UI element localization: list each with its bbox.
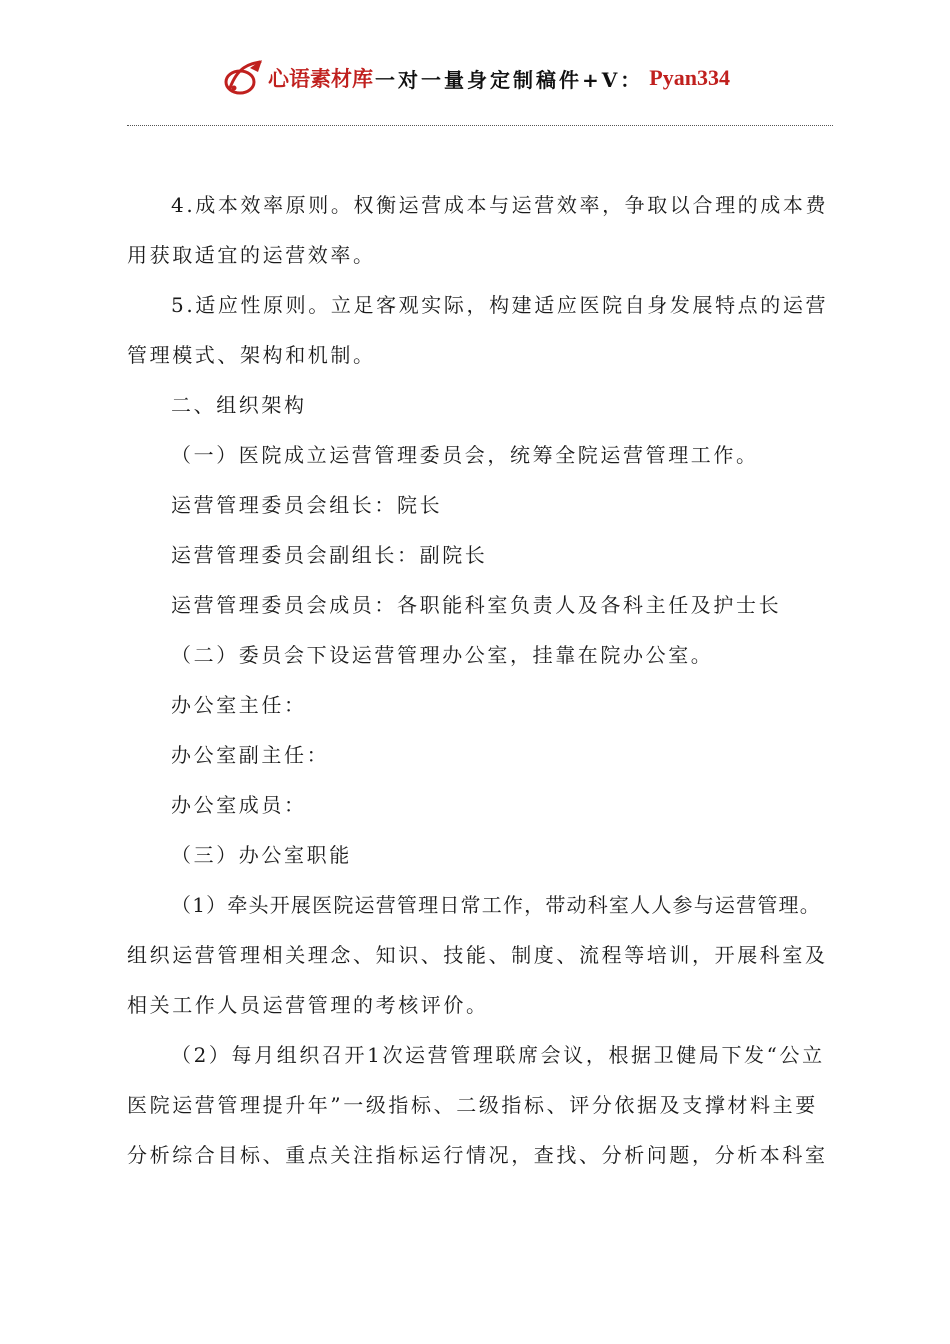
brand-logo-icon <box>220 58 266 98</box>
paragraph-line: （2）每月组织召开1次运营管理联席会议，根据卫健局下发“公立 <box>171 1043 825 1067</box>
header-inner <box>220 58 730 98</box>
paragraph-line: 分析综合目标、重点关注指标运行情况，查找、分析问题，分析本科室 <box>127 1143 828 1167</box>
paragraph-line: （一）医院成立运营管理委员会，统筹全院运营管理工作。 <box>171 443 759 467</box>
brand-name: 心语素材库 <box>268 66 374 91</box>
paragraph-line: 4.成本效率原则。权衡运营成本与运营效率，争取以合理的成本费 <box>171 193 829 217</box>
header-tagline: 一对一量身定制稿件+V： <box>375 67 644 92</box>
paragraph-line: 组织运营管理相关理念、知识、技能、制度、流程等培训，开展科室及 <box>127 943 828 967</box>
paragraph-line: 医院运营管理提升年”一级指标、二级指标、评分依据及支撑材料主要 <box>127 1093 818 1117</box>
paragraph-line: 管理模式、架构和机制。 <box>127 343 376 367</box>
paragraph-line: 办公室成员： <box>171 793 307 817</box>
paragraph-line: 用获取适宜的运营效率。 <box>127 243 376 267</box>
subsection-heading: （三）办公室职能 <box>171 843 352 867</box>
paragraph-line: （1）牵头开展医院运营管理日常工作，带动科室人人参与运营管理。 <box>171 893 821 917</box>
paragraph-line: 办公室主任： <box>171 693 307 717</box>
header-divider <box>127 125 833 126</box>
paragraph-line: 运营管理委员会组长：院长 <box>171 493 443 517</box>
document-body <box>127 180 837 1180</box>
header-contact-id: Pyan334 <box>649 65 730 90</box>
paragraph-line: 运营管理委员会成员：各职能科室负责人及各科主任及护士长 <box>171 593 782 617</box>
paragraph-line: 5.适应性原则。立足客观实际，构建适应医院自身发展特点的运营 <box>171 293 829 317</box>
paragraph-line: 相关工作人员运营管理的考核评价。 <box>127 993 489 1017</box>
paragraph-line: 运营管理委员会副组长：副院长 <box>171 543 488 567</box>
page-header <box>0 58 950 106</box>
paragraph-line: 办公室副主任： <box>171 743 330 767</box>
paragraph-line: （二）委员会下设运营管理办公室，挂靠在院办公室。 <box>171 643 714 667</box>
section-heading: 二、组织架构 <box>171 393 307 417</box>
